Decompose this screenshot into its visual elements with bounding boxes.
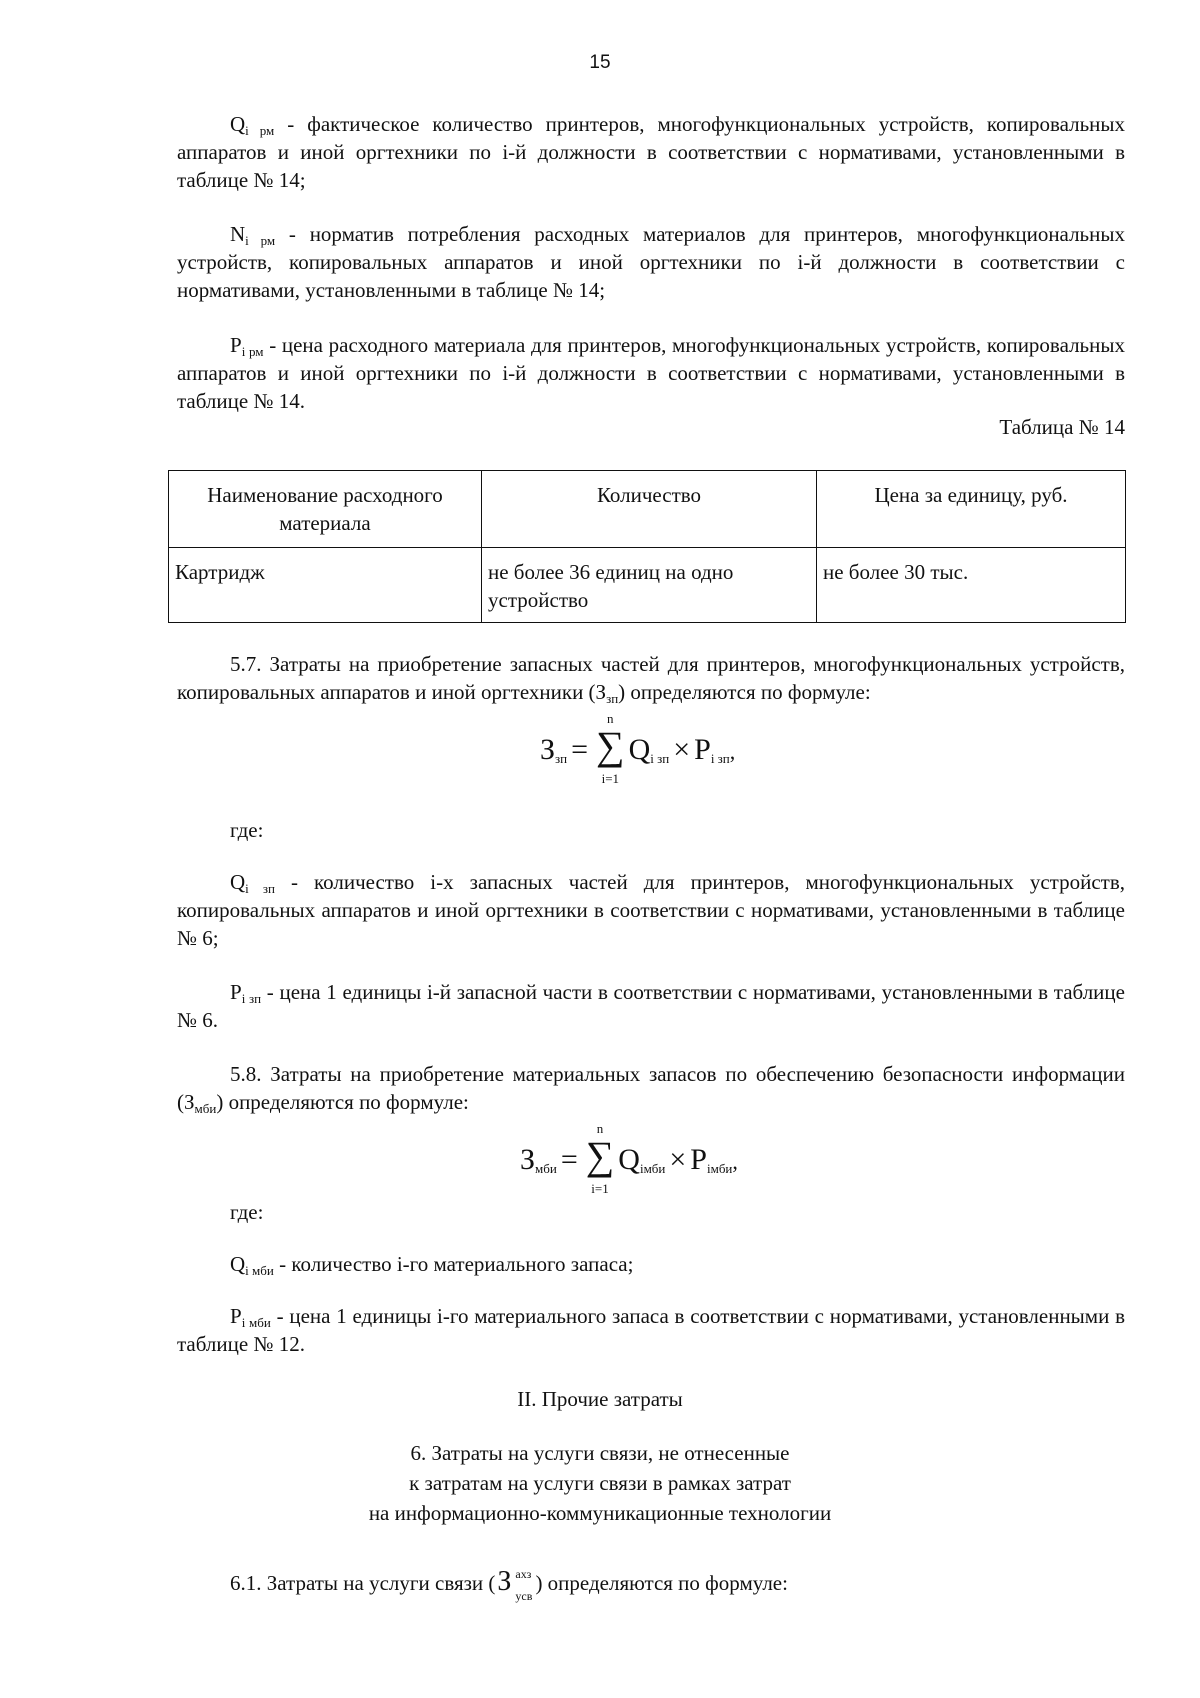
section-6-1-intro: 6.1. Затраты на услуги связи (З ахз усв ) определяются по формуле: xyxy=(230,1566,788,1603)
table-header-cell: Цена за единицу, руб. xyxy=(817,471,1126,548)
definition-q-rm: $Q_{i рм}$ - фактическое количество принтеров, многофункциональных устройств, копировальных аппаратов и иной оргтехники по i-й должности в соответствии с нормативами, установленными в таблице № 14; xyxy=(177,112,1125,192)
table-header-row xyxy=(169,471,1126,548)
definition-q-mbi: $Q_{i мби}$ - количество i-го материального запаса; xyxy=(230,1252,634,1278)
definition-p-zp: $P_{i зп}$ - цена 1 единицы i-й запасной части в соответствии с нормативами, установленными в таблице № 6. xyxy=(177,980,1125,1032)
where-label: где: xyxy=(230,818,264,842)
definition-q-zp: $Q_{i зп}$ - количество i-х запасных частей для принтеров, многофункциональных устройств, копировальных аппаратов и иной оргтехники в соответствии с нормативами, установленными в таблице № 6; xyxy=(177,870,1125,950)
table-cell: Картридж xyxy=(169,548,482,623)
table-cell: не более 36 единиц на одно устройство xyxy=(482,548,817,623)
table-14 xyxy=(168,470,1126,623)
formula-5-7: $З_{зп}$ = n ∑ i=1 $Q_{i зп} \times P_{i зп}$, xyxy=(540,711,736,786)
definition-p-mbi: $P_{i мби}$ - цена 1 единицы i-го материального запаса в соответствии с нормативами, установленными в таблице № 12. xyxy=(177,1304,1125,1356)
table-cell: не более 30 тыс. xyxy=(817,548,1126,623)
definition-p-rm: $P_{i рм}$ - цена расходного материала для принтеров, многофункциональных устройств, копировальных аппаратов и иной оргтехники по i-й должности в соответствии с нормативами, установленными в таблице № 14. xyxy=(177,333,1125,413)
definition-n-rm: $N_{i рм}$ - норматив потребления расходных материалов для принтеров, многофункциональных устройств, копировальных аппаратов и иной оргтехники по i-й должности в соответствии с нормативами, установленными в таблице № 14; xyxy=(177,222,1125,302)
table-caption: Таблица № 14 xyxy=(999,415,1125,439)
section-6-title-line-3: на информационно-коммуникационные технологии xyxy=(368,1501,832,1525)
section-5-7-intro: 5.7. Затраты на приобретение запасных частей для принтеров, многофункциональных устройств, копировальных аппаратов и иной оргтехники $(З_{зп})$ определяются по формуле: xyxy=(177,652,1125,706)
formula-5-8: $З_{мби}$ = n ∑ i=1 $Q_{iмби} \times P_{iмби}$, xyxy=(520,1121,738,1196)
page-number: 15 xyxy=(589,52,611,73)
table-row xyxy=(169,548,1126,623)
section-6-title-line-2: к затратам на услуги связи в рамках затрат xyxy=(409,1471,791,1495)
part-2-title: II. Прочие затраты xyxy=(517,1387,683,1411)
section-6-title-line-1: 6. Затраты на услуги связи, не отнесенные xyxy=(410,1441,790,1465)
table-header-cell: Количество xyxy=(482,471,817,548)
table-header-cell: Наименование расходного материала xyxy=(169,471,482,548)
section-5-8-intro: 5.8. Затраты на приобретение материальных запасов по обеспечению безопасности информации $(З_{мби})$ определяются по формуле: xyxy=(177,1062,1125,1116)
where-label: где: xyxy=(230,1200,264,1224)
